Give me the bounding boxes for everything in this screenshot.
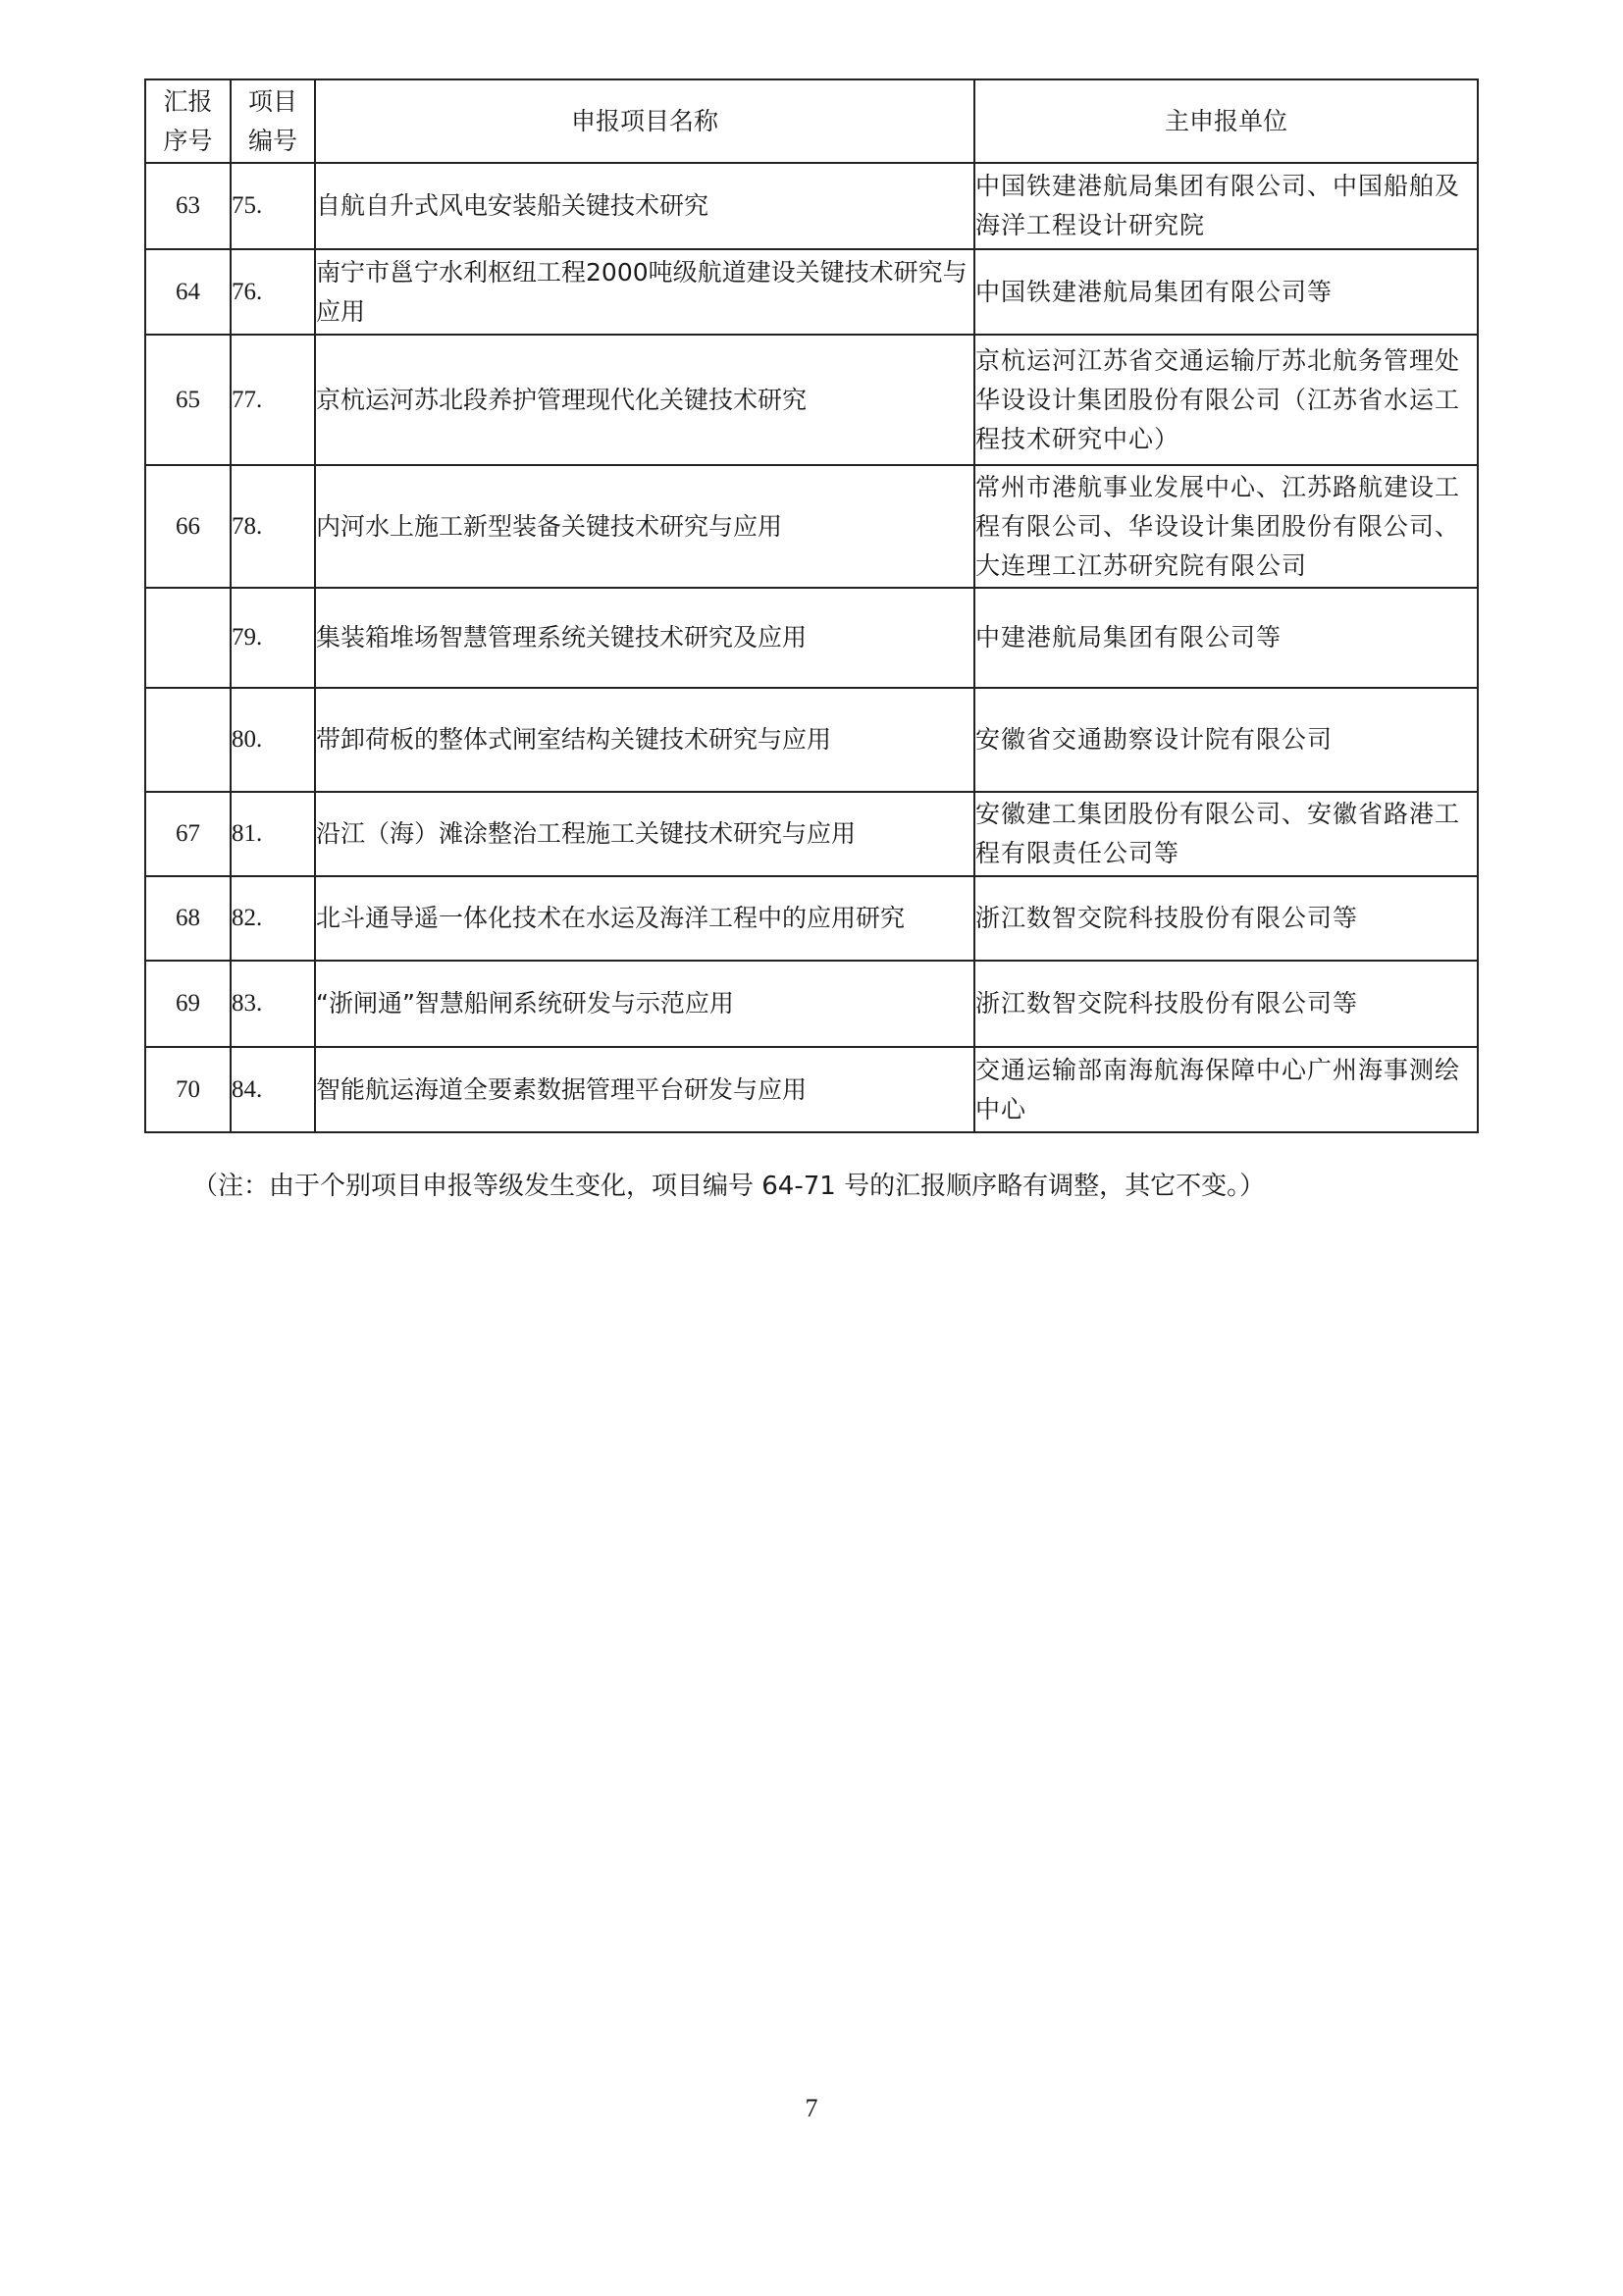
report-sequence-cell: 66 [145, 465, 231, 588]
project-number-cell: 80. [231, 688, 315, 792]
header-num-line1: 项目 [247, 86, 297, 116]
footnote: （注：由于个别项目申报等级发生变化，项目编号 64-71 号的汇报顺序略有调整，其它不变。） [192, 1172, 1266, 1201]
header-project-number [231, 79, 315, 163]
applicant-unit-cell: 安徽建工集团股份有限公司、安徽省路港工程有限责任公司等 [974, 792, 1478, 876]
header-project-name: 申报项目名称 [315, 79, 974, 163]
report-sequence-cell: 70 [145, 1047, 231, 1132]
project-number-cell: 78. [231, 465, 315, 588]
project-number-cell: 79. [231, 588, 315, 688]
applicant-unit-cell: 浙江数智交院科技股份有限公司等 [974, 876, 1478, 961]
table-header-row [145, 79, 1478, 163]
header-seq-line1: 汇报 [163, 86, 213, 116]
header-num-line2: 编号 [247, 126, 297, 155]
page-number: 7 [805, 2094, 818, 2122]
report-sequence-cell: 69 [145, 961, 231, 1047]
project-name-cell: 集装箱堆场智慧管理系统关键技术研究及应用 [315, 588, 974, 688]
table-row [145, 335, 1478, 465]
project-name-cell: 智能航运海道全要素数据管理平台研发与应用 [315, 1047, 974, 1132]
header-applicant-unit: 主申报单位 [974, 79, 1478, 163]
header-report-sequence [145, 79, 231, 163]
table-row [145, 249, 1478, 335]
table-row [145, 163, 1478, 249]
applicant-unit-cell: 常州市港航事业发展中心、江苏路航建设工程有限公司、华设设计集团股份有限公司、大连理工江苏研究院有限公司 [974, 465, 1478, 588]
report-sequence-cell: 63 [145, 163, 231, 249]
project-name-cell: 北斗通导遥一体化技术在水运及海洋工程中的应用研究 [315, 876, 974, 961]
applicant-unit-cell: 安徽省交通勘察设计院有限公司 [974, 688, 1478, 792]
table-row [145, 876, 1478, 961]
table-row [145, 465, 1478, 588]
report-sequence-cell: 68 [145, 876, 231, 961]
project-number-cell: 83. [231, 961, 315, 1047]
project-name-cell: 沿江（海）滩涂整治工程施工关键技术研究与应用 [315, 792, 974, 876]
project-number-cell: 75. [231, 163, 315, 249]
report-sequence-cell [145, 688, 231, 792]
project-name-cell: “浙闸通”智慧船闸系统研发与示范应用 [315, 961, 974, 1047]
project-name-cell: 带卸荷板的整体式闸室结构关键技术研究与应用 [315, 688, 974, 792]
table-row [145, 1047, 1478, 1132]
project-number-cell: 76. [231, 249, 315, 335]
applicant-unit-cell: 浙江数智交院科技股份有限公司等 [974, 961, 1478, 1047]
project-number-cell: 81. [231, 792, 315, 876]
header-seq-line2: 序号 [163, 126, 213, 155]
table-row [145, 961, 1478, 1047]
project-name-cell: 自航自升式风电安装船关键技术研究 [315, 163, 974, 249]
applicant-unit-cell: 京杭运河江苏省交通运输厅苏北航务管理处 华设设计集团股份有限公司（江苏省水运工程技术研究中心） [974, 335, 1478, 465]
applicant-unit-cell: 中国铁建港航局集团有限公司、中国船舶及海洋工程设计研究院 [974, 163, 1478, 249]
report-sequence-cell [145, 588, 231, 688]
table-row [145, 792, 1478, 876]
applicant-unit-cell: 中建港航局集团有限公司等 [974, 588, 1478, 688]
project-number-cell: 84. [231, 1047, 315, 1132]
project-name-cell: 南宁市邕宁水利枢纽工程2000吨级航道建设关键技术研究与应用 [315, 249, 974, 335]
table-row [145, 588, 1478, 688]
table-row [145, 688, 1478, 792]
table-body [145, 163, 1478, 1132]
project-name-cell: 内河水上施工新型装备关键技术研究与应用 [315, 465, 974, 588]
report-sequence-cell: 67 [145, 792, 231, 876]
project-number-cell: 82. [231, 876, 315, 961]
report-sequence-cell: 65 [145, 335, 231, 465]
applicant-unit-cell: 交通运输部南海航海保障中心广州海事测绘中心 [974, 1047, 1478, 1132]
report-sequence-cell: 64 [145, 249, 231, 335]
project-report-table [144, 78, 1479, 1133]
project-name-cell: 京杭运河苏北段养护管理现代化关键技术研究 [315, 335, 974, 465]
project-number-cell: 77. [231, 335, 315, 465]
applicant-unit-cell: 中国铁建港航局集团有限公司等 [974, 249, 1478, 335]
